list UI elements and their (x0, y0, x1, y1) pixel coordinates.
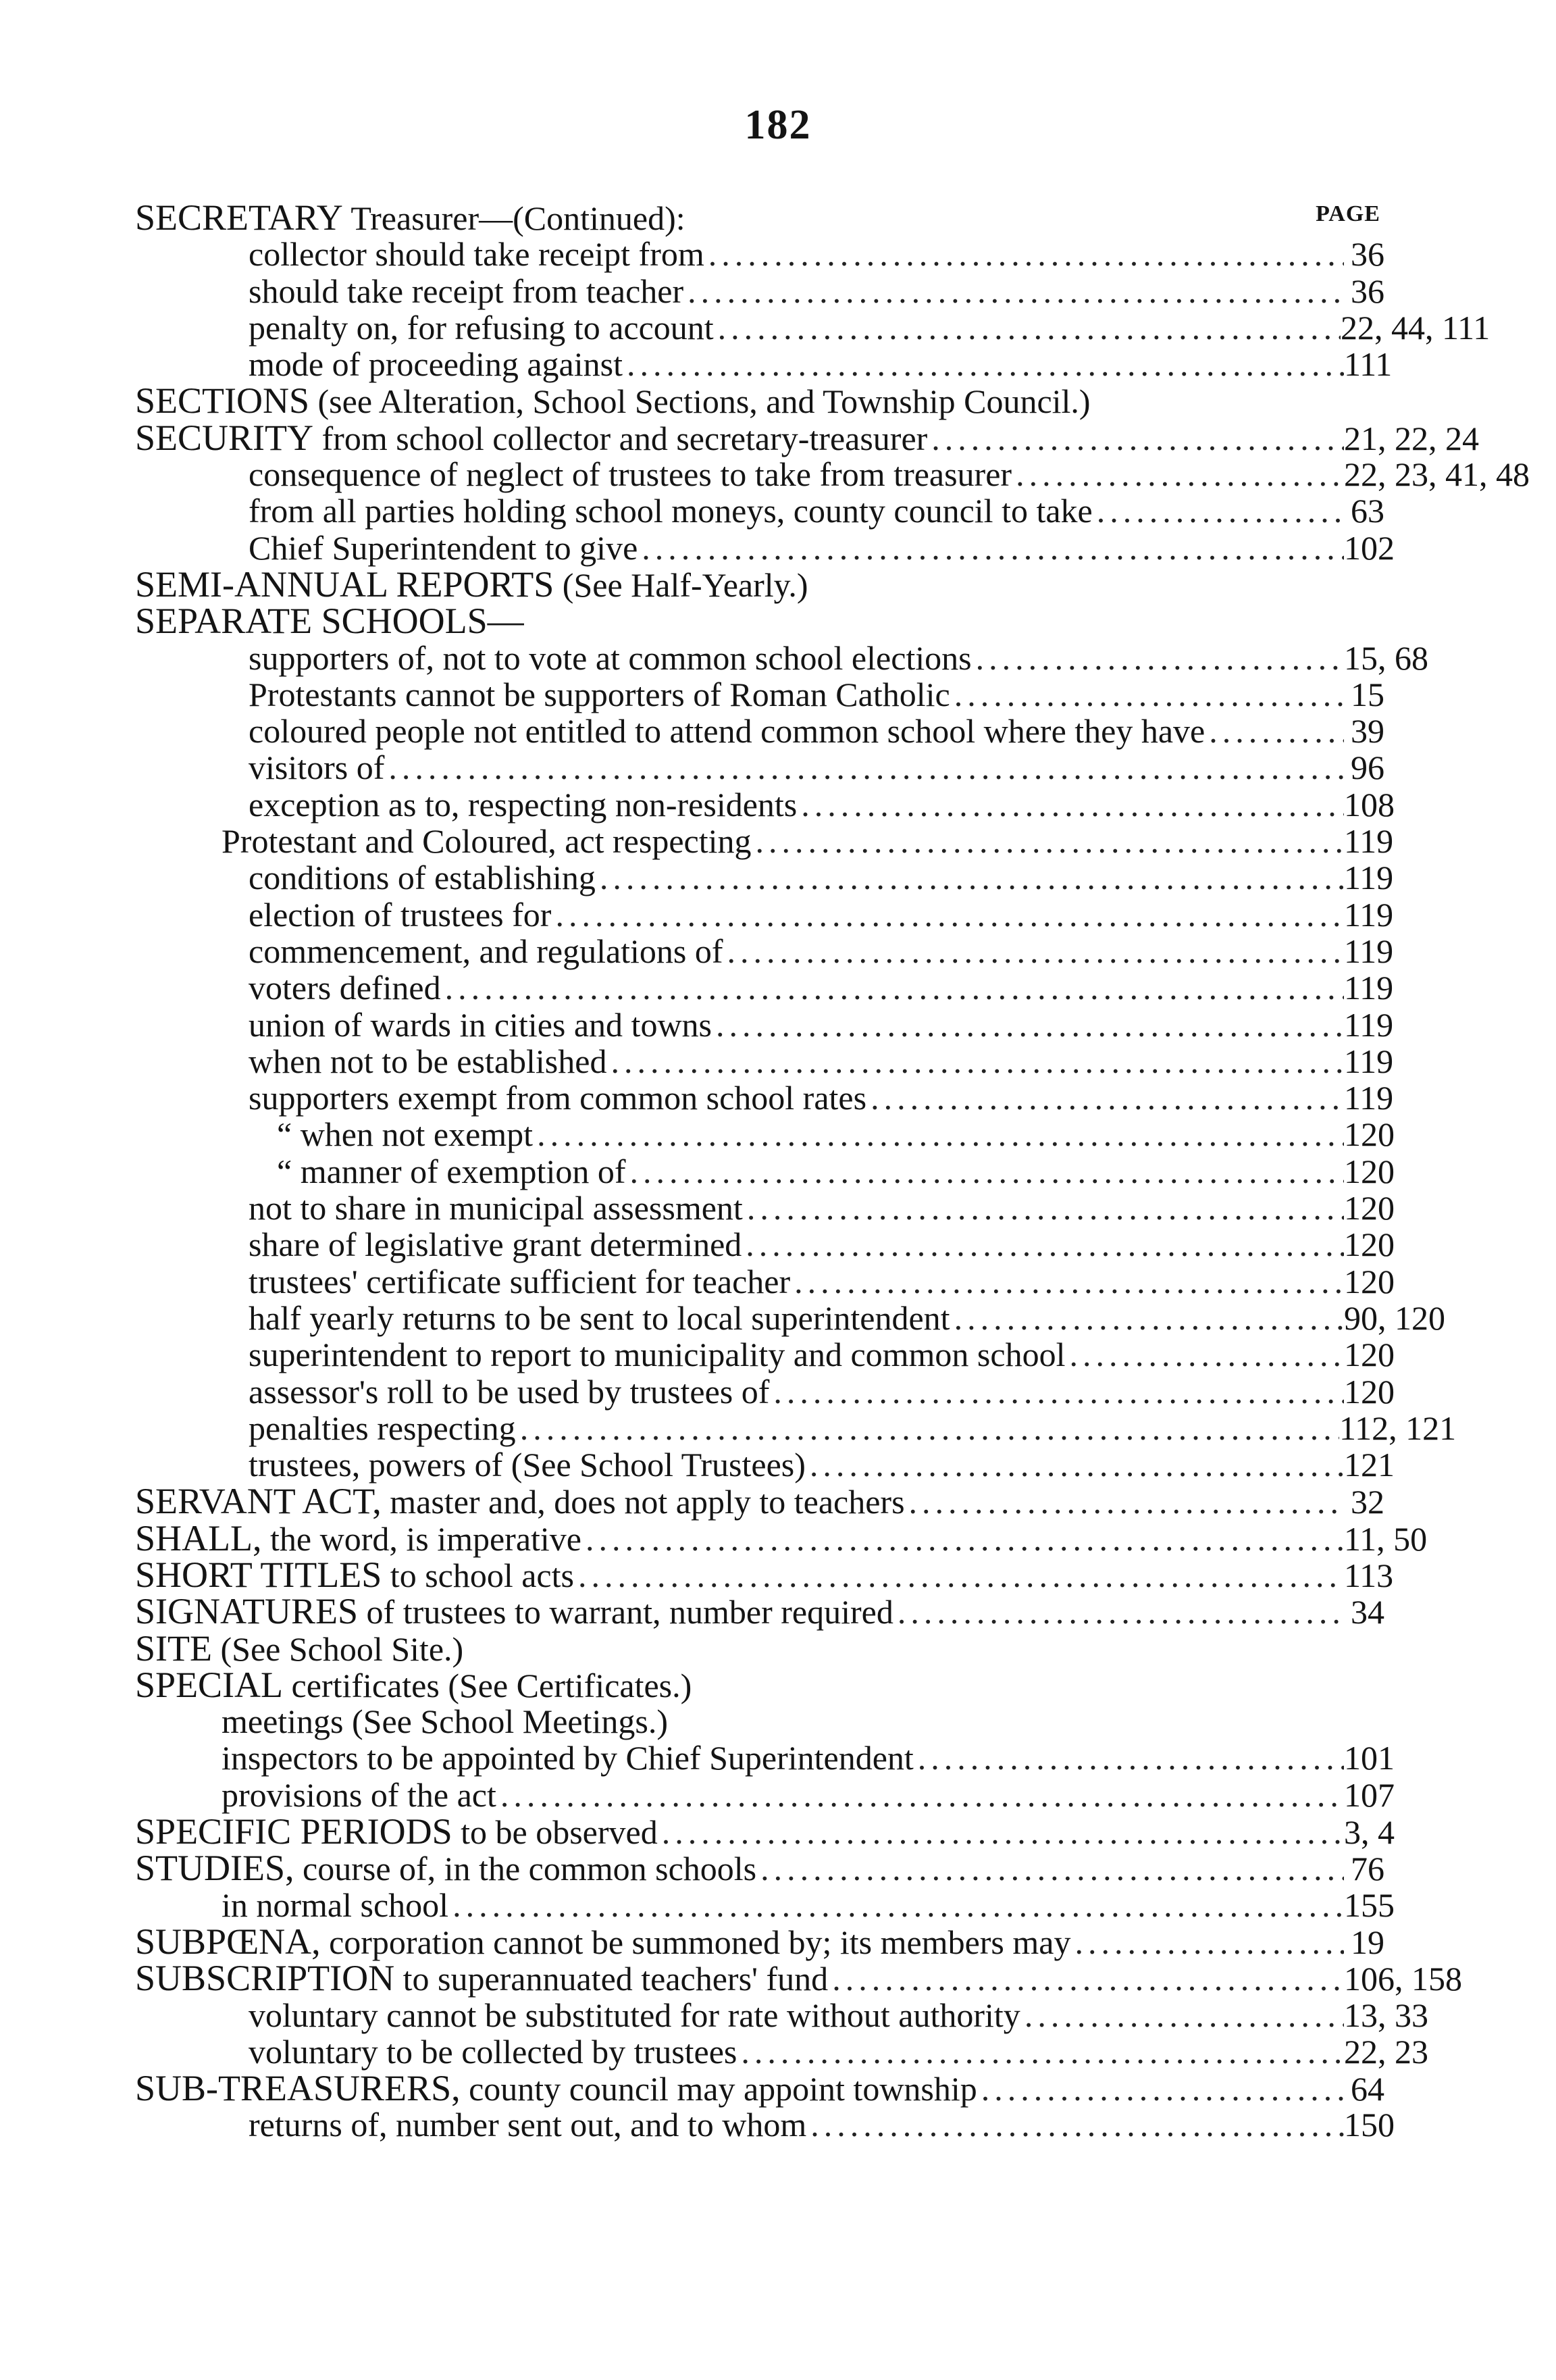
index-entry (135, 1042, 1394, 1080)
entry-text (249, 346, 623, 382)
entry-text (249, 1263, 790, 1300)
index-entry (135, 308, 1490, 347)
entry-page-ref: 76 (1351, 1850, 1384, 1888)
entry-text (135, 1483, 905, 1520)
dot-leader (714, 309, 1341, 346)
dot-leader (950, 676, 1344, 713)
entry-text (249, 236, 704, 272)
entry-description: “ when not exempt (277, 1115, 534, 1154)
page-column-label: PAGE (1316, 201, 1380, 226)
dot-leader (806, 1446, 1344, 1483)
entry-page-ref: 120 (1344, 1262, 1395, 1300)
index-entry (135, 1446, 1395, 1484)
index-entry (135, 676, 1384, 713)
entry-description: provisions of the act (222, 1775, 496, 1814)
entry-headword: STUDIES, (135, 1848, 294, 1889)
dot-leader (448, 1887, 1344, 1923)
entry-headword: SERVANT ACT, (135, 1481, 382, 1522)
dot-leader (1205, 713, 1344, 749)
index-entry (135, 492, 1384, 529)
dot-leader (743, 1190, 1344, 1226)
dot-leader (914, 1740, 1344, 1776)
entry-text (135, 417, 928, 458)
dot-leader (1093, 492, 1344, 529)
entry-page-ref: 15 (1351, 675, 1384, 713)
entry-page-ref: 15, 68 (1344, 638, 1428, 677)
entry-page-ref: 34 (1351, 1593, 1384, 1631)
entry-text (249, 309, 714, 346)
entry-text (249, 859, 596, 896)
index-entry (135, 2032, 1428, 2071)
entry-page-ref: 36 (1351, 272, 1384, 310)
entry-page-ref: 119 (1344, 895, 1394, 934)
index-entry (135, 1958, 1462, 1999)
dot-leader (977, 2071, 1344, 2107)
entry-page-ref: 39 (1351, 712, 1384, 751)
entry-text (222, 1703, 668, 1740)
entry-description: not to share in municipal assessment (249, 1189, 743, 1227)
entry-description: voluntary to be collected by trustees (249, 2032, 737, 2071)
entry-page-ref: 150 (1344, 2106, 1395, 2144)
entry-page-ref: 108 (1344, 785, 1395, 824)
entry-description: trustees, powers of (See School Trustees) (249, 1446, 806, 1484)
entry-headword: SECURITY (135, 417, 314, 458)
dot-leader (866, 1080, 1344, 1116)
index-entry (135, 1996, 1428, 2034)
entry-headword: SEPARATE SCHOOLS— (135, 601, 524, 642)
entry-page-ref: 120 (1344, 1336, 1395, 1374)
dot-leader (769, 1373, 1344, 1410)
entry-text (249, 1300, 950, 1336)
entry-description: election of trustees for (249, 895, 552, 934)
index-entry (135, 932, 1394, 970)
index-entry (135, 1298, 1445, 1337)
index-entry (135, 1664, 1384, 1705)
entry-page-ref: 119 (1344, 822, 1394, 861)
index-entry (135, 1189, 1395, 1227)
entry-description: Treasurer—(Continued): (342, 199, 685, 237)
entry-headword: SUBPŒNA, (135, 1921, 321, 1962)
entry-text (135, 1556, 574, 1594)
dot-leader (623, 346, 1344, 382)
entry-page-ref: 119 (1344, 969, 1394, 1007)
entry-description: meetings (See School Meetings.) (222, 1702, 668, 1741)
dot-leader (950, 1300, 1344, 1336)
entry-headword: SEMI-ANNUAL REPORTS (135, 563, 554, 605)
index-entry (135, 1262, 1395, 1300)
index-entry (135, 1152, 1395, 1190)
index-entry (135, 638, 1428, 677)
dot-leader (905, 1484, 1344, 1520)
index-entry (135, 785, 1395, 824)
entry-description: “ manner of exemption of (277, 1152, 626, 1190)
dot-leader (1012, 456, 1344, 492)
entry-description: course of, in the common schools (294, 1850, 757, 1888)
dot-leader (1065, 1336, 1344, 1373)
entry-description: to be observed (452, 1813, 658, 1852)
index-entry (135, 1409, 1457, 1447)
entry-page-ref: 120 (1344, 1115, 1395, 1154)
dot-leader (972, 640, 1344, 676)
index-entry (135, 859, 1394, 897)
entry-text (249, 896, 551, 933)
dot-leader (828, 1960, 1344, 1997)
entry-page-ref: 155 (1344, 1885, 1395, 1924)
entry-text (135, 2070, 977, 2107)
entry-page-ref: 119 (1344, 1079, 1394, 1117)
entry-description: exception as to, respecting non-residents (249, 785, 798, 824)
entry-page-ref: 101 (1344, 1739, 1395, 1777)
entry-page-ref: 120 (1344, 1225, 1395, 1264)
entry-page-ref: 13, 33 (1344, 1996, 1428, 2034)
dot-leader (625, 1153, 1344, 1190)
dot-leader (581, 1521, 1344, 1557)
index-entry (135, 1115, 1395, 1154)
entry-text (222, 823, 752, 859)
entry-description: assessor's roll to be used by trustees of (249, 1372, 770, 1411)
entry-description: trustees' certificate sufficient for teacher (249, 1262, 791, 1300)
entry-headword: SHALL, (135, 1517, 262, 1559)
entry-description: from school collector and secretary-treasurer (313, 419, 928, 457)
entry-description: Chief Superintendent to give (249, 528, 638, 567)
index-entry (135, 713, 1384, 749)
entry-description: of trustees to warrant, number required (358, 1593, 893, 1631)
entry-text (135, 382, 1091, 420)
dot-leader (441, 969, 1344, 1006)
entry-description: union of wards in cities and towns (249, 1005, 712, 1044)
index-entry (135, 2068, 1384, 2109)
entry-page-ref: 64 (1351, 2070, 1384, 2108)
entry-text (135, 1627, 464, 1669)
dot-leader (752, 823, 1345, 859)
index-entry (135, 1923, 1384, 1960)
dot-leader (797, 786, 1344, 823)
dot-leader (1070, 1924, 1344, 1960)
index-entry (135, 1481, 1384, 1522)
entry-text (135, 199, 685, 236)
entry-page-ref: 106, 158 (1344, 1960, 1462, 1998)
index-entry (135, 417, 1479, 458)
entry-description: voters defined (249, 969, 441, 1007)
index-entry (135, 2106, 1395, 2144)
entry-text (222, 1777, 496, 1813)
entry-description: the word, is imperative (261, 1519, 581, 1558)
entry-description: Protestants cannot be supporters of Roman Catholic (249, 675, 950, 713)
dot-leader (893, 1594, 1344, 1630)
entry-page-ref: 96 (1351, 749, 1384, 787)
index-entry (135, 822, 1394, 861)
entry-text (249, 1080, 866, 1116)
entry-text (135, 1850, 756, 1887)
index-entry (135, 1005, 1394, 1044)
entry-page-ref: 107 (1344, 1775, 1395, 1814)
entry-text (249, 969, 441, 1006)
dot-leader (638, 530, 1344, 566)
entry-description: county council may appoint township (460, 2070, 977, 2108)
index-entry (135, 1517, 1428, 1559)
entry-page-ref: 113 (1344, 1556, 1394, 1594)
entry-text (249, 640, 972, 676)
entry-page-ref: 63 (1351, 492, 1384, 530)
entry-description: penalty on, for refusing to account (249, 308, 714, 347)
entry-text (135, 1923, 1070, 1960)
entry-description: Protestant and Coloured, act respecting (222, 822, 752, 861)
entry-description: penalties respecting (249, 1409, 516, 1447)
entry-description: supporters exempt from common school rates (249, 1079, 867, 1117)
entry-description: conditions of establishing (249, 859, 596, 897)
index-entry (135, 345, 1393, 384)
entry-page-ref: 119 (1344, 932, 1394, 970)
entry-page-ref: 22, 23 (1344, 2032, 1428, 2071)
dot-leader (596, 859, 1344, 896)
index-entry (135, 1811, 1395, 1852)
dot-leader (737, 2033, 1344, 2070)
entry-headword: SHORT TITLES (135, 1554, 382, 1595)
entry-text (249, 492, 1093, 529)
entry-text (249, 713, 1205, 749)
entry-page-ref: 120 (1344, 1189, 1395, 1227)
index-entry (135, 1591, 1384, 1632)
entry-description: half yearly returns to be sent to local superintendent (249, 1298, 950, 1337)
entry-text (249, 273, 683, 309)
entry-text (249, 1043, 606, 1080)
entry-headword: SUBSCRIPTION (135, 1958, 395, 1999)
entry-text (249, 2106, 806, 2143)
index-entry (135, 455, 1530, 494)
dot-leader (683, 273, 1344, 309)
entry-headword: SUB-TREASURERS, (135, 2068, 461, 2109)
dot-leader (723, 933, 1344, 969)
index-entry (135, 1703, 1384, 1740)
entry-text (249, 933, 723, 969)
entry-text (135, 1593, 893, 1630)
dot-leader (1020, 1997, 1344, 2033)
entry-text (222, 1887, 448, 1923)
entry-text (277, 1153, 625, 1190)
entry-text (135, 1813, 658, 1850)
dot-leader (806, 2106, 1344, 2143)
entry-headword: SECTIONS (135, 380, 310, 422)
entry-text (249, 1373, 769, 1410)
index-entry (135, 1627, 1384, 1669)
entry-description: share of legislative grant determined (249, 1225, 742, 1264)
index-entry (135, 1885, 1395, 1924)
index-entry (135, 563, 1384, 605)
entry-text (135, 1960, 828, 1997)
entry-description: coloured people not entitled to attend common school where they have (249, 712, 1205, 751)
entry-description: commencement, and regulations of (249, 932, 723, 970)
index-entry (135, 199, 1384, 236)
entry-description: corporation cannot be summoned by; its members may (320, 1923, 1071, 1961)
entry-page-ref: 102 (1344, 528, 1395, 567)
entry-headword: SITE (135, 1627, 212, 1669)
entry-text (249, 1190, 743, 1226)
page-number: 182 (744, 102, 812, 148)
index-entry (135, 528, 1395, 567)
index-entry (135, 236, 1384, 272)
entry-text (135, 1664, 692, 1705)
index-list (135, 197, 1530, 2144)
entry-text (249, 676, 950, 713)
entry-text (249, 530, 638, 566)
index-entry (135, 601, 1384, 642)
dot-leader (384, 749, 1344, 786)
index-entry (135, 273, 1384, 309)
entry-description: when not to be established (249, 1042, 607, 1080)
dot-leader (790, 1263, 1344, 1300)
dot-leader (516, 1410, 1339, 1446)
dot-leader (551, 896, 1344, 933)
entry-page-ref: 112, 121 (1339, 1409, 1457, 1447)
entry-description: visitors of (249, 749, 385, 787)
entry-page-ref: 119 (1344, 1005, 1394, 1044)
entry-description: (see Alteration, School Sections, and Township Council.) (309, 382, 1091, 421)
entry-page-ref: 90, 120 (1344, 1298, 1445, 1337)
dot-leader (496, 1777, 1344, 1813)
entry-headword: SPECIFIC PERIODS (135, 1811, 452, 1852)
dot-leader (712, 1007, 1344, 1043)
entry-description: voluntary cannot be substituted for rate without authority (249, 1996, 1020, 2034)
entry-description: returns of, number sent out, and to whom (249, 2106, 807, 2144)
entry-text (249, 1226, 742, 1263)
entry-text (135, 603, 524, 640)
dot-leader (606, 1043, 1344, 1080)
entry-description: (See School Site.) (212, 1629, 464, 1668)
entry-text (249, 1446, 806, 1483)
entry-description: master and, does not apply to teachers (381, 1483, 905, 1521)
dot-leader (658, 1814, 1344, 1850)
entry-text (222, 1740, 914, 1776)
index-entry (135, 749, 1384, 786)
entry-headword: SPECIAL (135, 1664, 284, 1705)
entry-text (135, 563, 808, 605)
entry-description: should take receipt from teacher (249, 272, 684, 310)
index-entry (135, 1775, 1395, 1814)
entry-text (249, 2033, 737, 2070)
index-entry (135, 895, 1394, 934)
entry-description: consequence of neglect of trustees to take from treasurer (249, 455, 1012, 494)
entry-description: (See Half-Yearly.) (554, 565, 808, 604)
index-entry (135, 1079, 1394, 1117)
entry-page-ref: 22, 44, 111 (1341, 308, 1490, 347)
entry-page-ref: 119 (1344, 1042, 1394, 1080)
dot-leader (533, 1116, 1344, 1153)
entry-description: superintendent to report to municipality and common school (249, 1336, 1066, 1374)
entry-text (249, 749, 384, 786)
entry-page-ref: 111 (1344, 345, 1393, 384)
dot-leader (574, 1557, 1344, 1594)
entry-description: certificates (See Certificates.) (283, 1666, 692, 1704)
entry-description: to school acts (382, 1556, 574, 1594)
entry-description: mode of proceeding against (249, 345, 623, 384)
entry-description: from all parties holding school moneys, county council to take (249, 492, 1093, 530)
entry-text (249, 1410, 516, 1446)
entry-text (135, 1517, 581, 1559)
index-entry (135, 1739, 1395, 1777)
entry-page-ref: 3, 4 (1344, 1813, 1395, 1852)
dot-leader (742, 1226, 1344, 1263)
entry-headword: SIGNATURES (135, 1591, 359, 1632)
entry-description: collector should take receipt from (249, 235, 704, 274)
entry-page-ref: 119 (1344, 859, 1394, 897)
dot-leader (927, 420, 1344, 457)
index-entry (135, 1848, 1384, 1889)
index-entry (135, 969, 1394, 1007)
index-entry (135, 1372, 1395, 1411)
index-entry (135, 380, 1384, 422)
entry-page-ref: 21, 22, 24 (1344, 419, 1479, 457)
dot-leader (704, 236, 1344, 272)
index-entry (135, 1554, 1394, 1595)
entry-headword: SECRETARY (135, 197, 343, 238)
index-entry (135, 1336, 1395, 1374)
entry-text (249, 1007, 712, 1043)
entry-text (277, 1116, 533, 1153)
entry-page-ref: 19 (1351, 1923, 1384, 1961)
entry-page-ref: 120 (1344, 1372, 1395, 1411)
entry-page-ref: 11, 50 (1344, 1519, 1428, 1558)
entry-text (249, 1336, 1065, 1373)
entry-page-ref: 32 (1351, 1483, 1384, 1521)
entry-description: to superannuated teachers' fund (394, 1960, 829, 1998)
entry-text (249, 456, 1012, 492)
entry-text (249, 786, 797, 823)
entry-text (249, 1997, 1020, 2033)
dot-leader (756, 1850, 1344, 1887)
entry-page-ref: 120 (1344, 1152, 1395, 1190)
entry-page-ref: 121 (1344, 1446, 1395, 1484)
entry-page-ref: 36 (1351, 235, 1384, 274)
index-entry (135, 1225, 1395, 1264)
entry-description: in normal school (222, 1885, 449, 1924)
entry-description: inspectors to be appointed by Chief Superintendent (222, 1739, 914, 1777)
entry-page-ref: 22, 23, 41, 48 (1344, 455, 1530, 494)
entry-description: supporters of, not to vote at common school elections (249, 638, 972, 677)
